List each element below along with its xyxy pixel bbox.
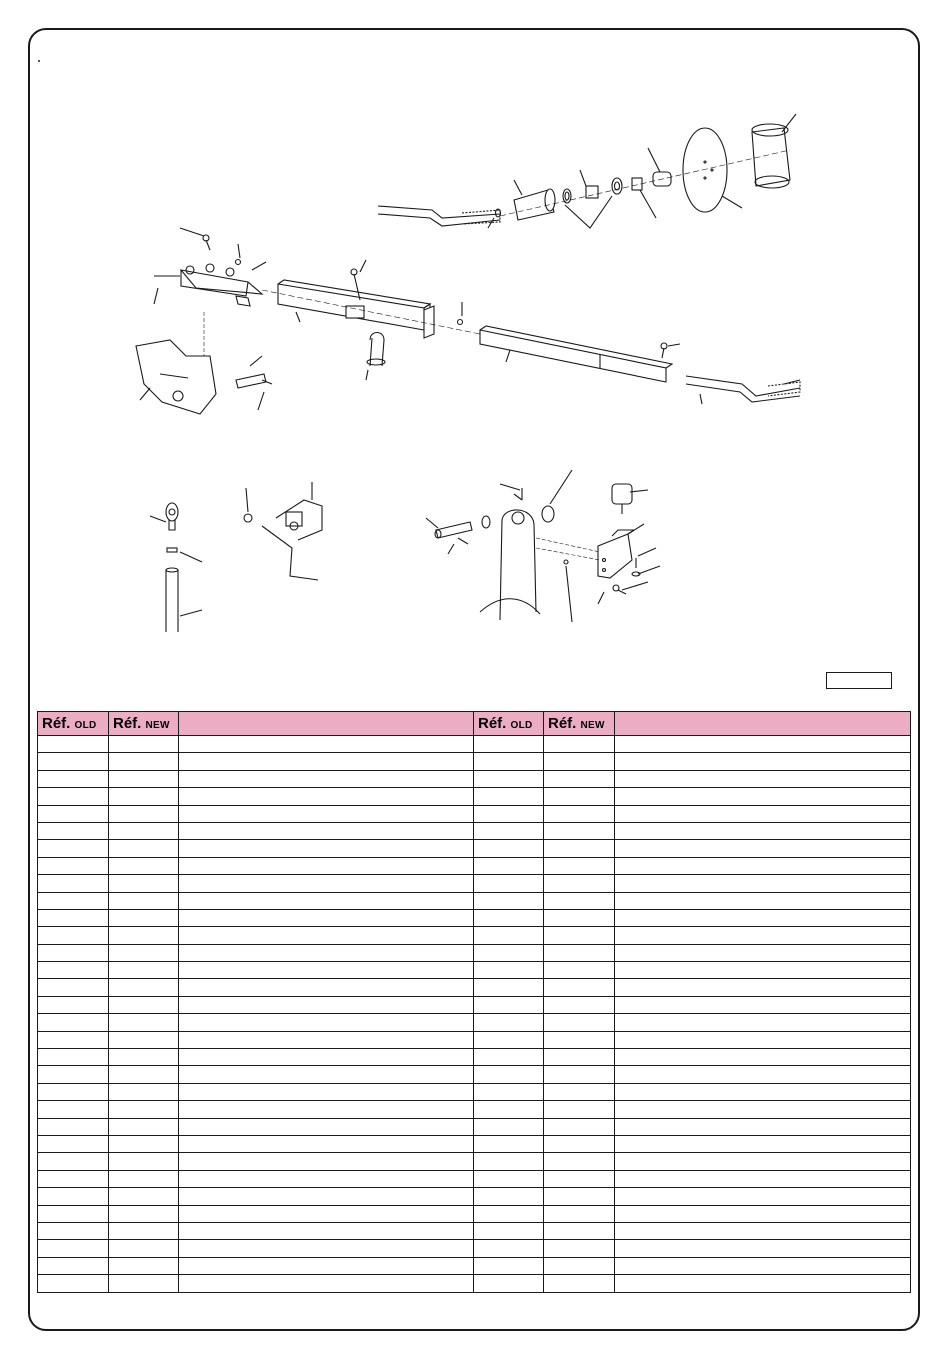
beam-assembly <box>136 228 800 414</box>
table-cell <box>179 1188 474 1205</box>
table-row <box>38 840 911 857</box>
table-cell <box>474 857 544 874</box>
table-cell <box>474 1101 544 1118</box>
table-cell <box>109 909 179 926</box>
table-cell <box>179 736 474 753</box>
table-cell <box>38 822 109 839</box>
table-cell <box>474 753 544 770</box>
table-cell <box>474 736 544 753</box>
table-row <box>38 1101 911 1118</box>
table-cell <box>544 1101 615 1118</box>
table-cell <box>474 962 544 979</box>
table-cell <box>615 1240 911 1257</box>
table-cell <box>474 927 544 944</box>
table-cell <box>179 1275 474 1292</box>
table-cell <box>474 892 544 909</box>
table-cell <box>109 1153 179 1170</box>
table-cell <box>615 927 911 944</box>
table-cell <box>38 753 109 770</box>
table-cell <box>474 822 544 839</box>
table-cell <box>38 875 109 892</box>
table-cell <box>38 1101 109 1118</box>
table-cell <box>615 1014 911 1031</box>
table-cell <box>179 840 474 857</box>
table-cell <box>615 805 911 822</box>
parts-table <box>37 711 911 1293</box>
table-cell <box>179 1083 474 1100</box>
table-cell <box>109 736 179 753</box>
table-cell <box>474 1153 544 1170</box>
table-cell <box>615 909 911 926</box>
table-cell <box>615 840 911 857</box>
table-cell <box>179 1066 474 1083</box>
table-cell <box>38 1188 109 1205</box>
table-row <box>38 1257 911 1274</box>
table-cell <box>544 1083 615 1100</box>
table-cell <box>474 875 544 892</box>
table-cell <box>544 840 615 857</box>
table-row <box>38 1240 911 1257</box>
table-cell <box>474 909 544 926</box>
table-cell <box>109 788 179 805</box>
header-description <box>179 712 474 736</box>
table-cell <box>109 892 179 909</box>
reference-box <box>826 672 892 689</box>
table-cell <box>474 1049 544 1066</box>
table-cell <box>38 892 109 909</box>
table-row <box>38 979 911 996</box>
table-cell <box>38 1014 109 1031</box>
table-cell <box>615 892 911 909</box>
table-cell <box>179 1153 474 1170</box>
table-cell <box>474 1222 544 1239</box>
table-row <box>38 822 911 839</box>
table-cell <box>474 1205 544 1222</box>
table-cell <box>615 1170 911 1187</box>
header-ref-old: Réf. OLD <box>38 712 109 736</box>
table-cell <box>38 996 109 1013</box>
table-cell <box>544 962 615 979</box>
table-cell <box>38 1240 109 1257</box>
table-cell <box>38 1170 109 1187</box>
table-cell <box>179 1205 474 1222</box>
table-cell <box>474 996 544 1013</box>
table-cell <box>544 1014 615 1031</box>
table-cell <box>474 1118 544 1135</box>
table-cell <box>615 1222 911 1239</box>
table-cell <box>544 1222 615 1239</box>
table-row <box>38 788 911 805</box>
table-cell <box>615 753 911 770</box>
table-cell <box>544 996 615 1013</box>
table-cell <box>179 1257 474 1274</box>
table-cell <box>615 1066 911 1083</box>
table-cell <box>179 1170 474 1187</box>
table-cell <box>179 1240 474 1257</box>
table-cell <box>179 1049 474 1066</box>
table-cell <box>474 1275 544 1292</box>
table-row <box>38 996 911 1013</box>
table-cell <box>615 1101 911 1118</box>
table-cell <box>544 927 615 944</box>
table-cell <box>109 927 179 944</box>
table-cell <box>109 996 179 1013</box>
table-cell <box>179 927 474 944</box>
table-cell <box>179 962 474 979</box>
table-row <box>38 927 911 944</box>
table-cell <box>179 788 474 805</box>
table-cell <box>544 1170 615 1187</box>
table-cell <box>615 996 911 1013</box>
table-cell <box>544 1049 615 1066</box>
table-cell <box>615 1135 911 1152</box>
table-cell <box>109 944 179 961</box>
table-cell <box>38 1049 109 1066</box>
table-cell <box>109 1170 179 1187</box>
table-cell <box>109 840 179 857</box>
table-cell <box>474 788 544 805</box>
table-cell <box>544 1240 615 1257</box>
table-cell <box>544 770 615 787</box>
table-cell <box>109 1101 179 1118</box>
table-cell <box>544 909 615 926</box>
table-cell <box>109 857 179 874</box>
table-cell <box>109 1083 179 1100</box>
table-cell <box>38 857 109 874</box>
table-cell <box>544 875 615 892</box>
table-cell <box>38 1205 109 1222</box>
table-cell <box>615 875 911 892</box>
table-cell <box>544 736 615 753</box>
table-cell <box>474 1170 544 1187</box>
table-cell <box>474 840 544 857</box>
table-row <box>38 909 911 926</box>
table-cell <box>474 805 544 822</box>
table-cell <box>179 875 474 892</box>
parts-table-header <box>38 712 911 736</box>
table-cell <box>544 892 615 909</box>
table-cell <box>474 1014 544 1031</box>
table-cell <box>38 962 109 979</box>
table-cell <box>109 1275 179 1292</box>
table-cell <box>544 1031 615 1048</box>
table-cell <box>38 1275 109 1292</box>
table-row <box>38 770 911 787</box>
table-cell <box>179 944 474 961</box>
table-cell <box>615 1153 911 1170</box>
table-cell <box>544 753 615 770</box>
mount-detail <box>244 482 322 580</box>
table-cell <box>179 1135 474 1152</box>
table-cell <box>179 892 474 909</box>
table-cell <box>474 1188 544 1205</box>
header-ref-new: Réf. NEW <box>109 712 179 736</box>
table-cell <box>615 1275 911 1292</box>
table-cell <box>179 1014 474 1031</box>
table-cell <box>615 962 911 979</box>
table-cell <box>38 1031 109 1048</box>
table-cell <box>109 1240 179 1257</box>
table-cell <box>179 909 474 926</box>
table-cell <box>179 1101 474 1118</box>
table-row <box>38 1031 911 1048</box>
table-cell <box>38 1135 109 1152</box>
header-description-2 <box>615 712 911 736</box>
table-cell <box>474 944 544 961</box>
table-cell <box>179 996 474 1013</box>
table-cell <box>109 1066 179 1083</box>
table-cell <box>615 1205 911 1222</box>
table-row <box>38 944 911 961</box>
table-row <box>38 1066 911 1083</box>
table-cell <box>109 805 179 822</box>
table-row <box>38 753 911 770</box>
table-cell <box>38 1222 109 1239</box>
table-row <box>38 1222 911 1239</box>
table-cell <box>38 1118 109 1135</box>
roller-bracket-detail <box>426 470 660 622</box>
table-cell <box>179 1222 474 1239</box>
table-cell <box>615 770 911 787</box>
header-ref-old-2: Réf. OLD <box>474 712 544 736</box>
table-row <box>38 875 911 892</box>
table-row <box>38 736 911 753</box>
table-cell <box>38 927 109 944</box>
table-cell <box>544 1135 615 1152</box>
table-cell <box>615 788 911 805</box>
table-cell <box>109 770 179 787</box>
table-row <box>38 1153 911 1170</box>
table-cell <box>109 753 179 770</box>
table-row <box>38 1188 911 1205</box>
table-cell <box>474 1257 544 1274</box>
table-cell <box>38 805 109 822</box>
table-cell <box>179 979 474 996</box>
table-cell <box>474 1083 544 1100</box>
table-cell <box>615 944 911 961</box>
table-row <box>38 1049 911 1066</box>
table-cell <box>544 1275 615 1292</box>
table-cell <box>474 1135 544 1152</box>
table-row <box>38 857 911 874</box>
table-row <box>38 1135 911 1152</box>
table-cell <box>179 753 474 770</box>
table-row <box>38 805 911 822</box>
table-cell <box>474 1031 544 1048</box>
table-cell <box>544 788 615 805</box>
table-cell <box>179 805 474 822</box>
table-cell <box>38 909 109 926</box>
table-cell <box>38 1083 109 1100</box>
table-cell <box>38 1066 109 1083</box>
table-cell <box>544 822 615 839</box>
table-cell <box>615 736 911 753</box>
table-cell <box>615 1083 911 1100</box>
table-cell <box>474 1066 544 1083</box>
table-cell <box>38 736 109 753</box>
table-row <box>38 892 911 909</box>
table-cell <box>179 857 474 874</box>
table-cell <box>38 788 109 805</box>
table-cell <box>615 1188 911 1205</box>
hub-assembly <box>378 114 796 228</box>
table-cell <box>109 1118 179 1135</box>
table-cell <box>544 1153 615 1170</box>
table-row <box>38 1205 911 1222</box>
table-cell <box>615 1031 911 1048</box>
table-cell <box>109 979 179 996</box>
table-cell <box>615 1049 911 1066</box>
table-cell <box>474 1240 544 1257</box>
table-cell <box>38 770 109 787</box>
table-cell <box>109 962 179 979</box>
table-cell <box>615 979 911 996</box>
table-cell <box>109 1222 179 1239</box>
table-cell <box>615 857 911 874</box>
rod-end-detail <box>150 503 202 632</box>
table-row <box>38 1083 911 1100</box>
parts-table-body <box>38 736 911 1293</box>
table-cell <box>109 1205 179 1222</box>
table-cell <box>544 1205 615 1222</box>
table-cell <box>38 1257 109 1274</box>
table-cell <box>109 1257 179 1274</box>
table-cell <box>474 979 544 996</box>
table-cell <box>615 822 911 839</box>
table-cell <box>109 822 179 839</box>
table-cell <box>544 979 615 996</box>
table-cell <box>615 1118 911 1135</box>
table-cell <box>615 1257 911 1274</box>
table-cell <box>179 822 474 839</box>
header-ref-new-2: Réf. NEW <box>544 712 615 736</box>
table-row <box>38 962 911 979</box>
table-cell <box>544 1257 615 1274</box>
table-cell <box>109 1135 179 1152</box>
table-row <box>38 1014 911 1031</box>
table-cell <box>109 1031 179 1048</box>
table-cell <box>179 1118 474 1135</box>
table-cell <box>38 1153 109 1170</box>
table-cell <box>38 840 109 857</box>
table-cell <box>179 770 474 787</box>
table-cell <box>109 1049 179 1066</box>
table-row <box>38 1118 911 1135</box>
table-row <box>38 1275 911 1292</box>
table-cell <box>544 944 615 961</box>
table-cell <box>109 1188 179 1205</box>
table-cell <box>544 805 615 822</box>
table-cell <box>544 1066 615 1083</box>
table-cell <box>179 1031 474 1048</box>
table-cell <box>109 875 179 892</box>
table-cell <box>544 1188 615 1205</box>
table-cell <box>38 979 109 996</box>
table-cell <box>109 1014 179 1031</box>
table-cell <box>474 770 544 787</box>
table-cell <box>38 944 109 961</box>
table-row <box>38 1170 911 1187</box>
table-cell <box>544 857 615 874</box>
table-cell <box>544 1118 615 1135</box>
